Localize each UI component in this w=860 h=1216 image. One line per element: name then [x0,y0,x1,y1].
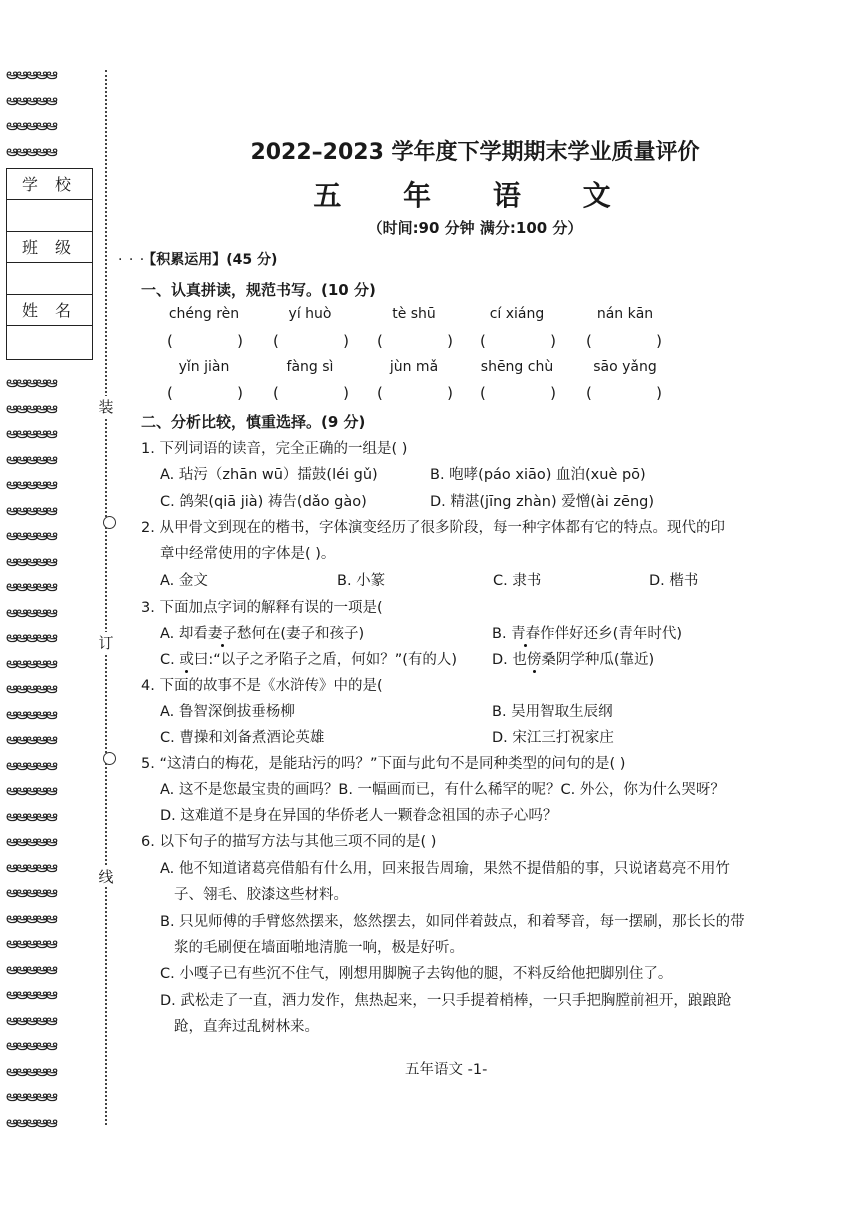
question-1-option-c[interactable]: C. 鸽架(qiā jià) 祷告(dǎo gào) [160,494,367,510]
open-paren: ( [273,384,279,402]
question-3-option-a[interactable] [160,622,364,643]
question-2-stem-line1: 2. 从甲骨文到现在的楷书，字体演变经历了很多阶段，每一种字体都有它的特点。现代的印 [141,520,725,536]
open-paren: ( [377,332,383,350]
close-paren: ) [343,332,349,350]
decorative-pattern-row: ఆఆఆఆఆ [6,526,56,544]
option-text: 曰:“以子之矛陷子之盾，何如？”(有的人) [193,652,458,668]
question-6-option-a-line2[interactable]: 子、翎毛、胶漆这些材料。 [174,887,348,903]
dotted-word: 妻子 [207,626,237,642]
question-1-stem: 1. 下列词语的读音，完全正确的一组是( ) [141,441,408,457]
decorative-pattern-row: ఆఆఆఆఆ [6,90,56,109]
close-paren: ) [237,384,243,402]
class-field[interactable] [7,263,92,295]
answer-blank[interactable] [167,384,243,402]
decorative-pattern-row: ఆఆఆఆఆ [6,959,56,978]
decorative-pattern-row: ఆఆఆఆఆ [6,475,56,493]
dotted-word: 傍 [526,652,542,668]
question-3-option-b[interactable] [492,622,682,643]
decorative-pattern-row: ఆఆఆఆఆ [6,577,56,595]
answer-row-1 [0,332,860,354]
decorative-pattern-row: ఆఆఆఆఆ [6,1010,56,1029]
option-text: D. 也 [492,652,527,668]
dotted-word: 或 [179,652,194,668]
pinyin-item: tè shū [392,306,436,322]
answer-blank[interactable] [377,384,453,402]
decorative-pattern-row: ఆఆఆఆఆ [6,1112,56,1131]
option-text: A. 却看 [160,626,208,642]
question-6-option-c[interactable]: C. 小嘎子已有些沉不住气，刚想用脚腕子去钩他的腿，不料反给他把脚别住了。 [160,966,673,982]
decorative-pattern-row: ఆఆఆఆఆ [6,806,56,825]
decorative-pattern-row: ఆఆఆఆఆ [6,500,56,519]
decorative-pattern-row: ఆఆఆఆఆ [6,730,56,748]
decorative-pattern-row: ఆఆఆఆఆ [6,1061,56,1080]
close-paren: ) [656,384,662,402]
open-paren: ( [480,332,486,350]
option-text: C. [160,652,180,668]
option-text: 愁何在(妻子和孩子) [236,626,365,642]
section-label-text: 【积累运用】(45 分) [149,252,278,268]
decorative-pattern-row: ఆఆఆఆఆ [6,373,56,391]
binding-hole-circle [103,516,116,529]
open-paren: ( [167,384,173,402]
question-2-option-b[interactable]: B. 小篆 [337,573,386,589]
decorative-pattern-row: ఆఆఆఆఆ [6,116,56,134]
question-2-option-c[interactable]: C. 隶书 [493,573,542,589]
decorative-pattern-row: ఆఆఆఆఆ [6,832,56,850]
option-text: 作伴好还乡(青年时代) [540,626,682,642]
answer-blank[interactable] [273,384,349,402]
pinyin-item: fàng sì [286,359,334,375]
close-paren: ) [237,332,243,350]
question-6-option-a-line1[interactable]: A. 他不知道诸葛亮借船有什么用，回来报告周瑜，果然不提借船的事，只说诸葛亮不用竹 [160,861,730,877]
pinyin-item: jùn mǎ [389,359,439,375]
question-5-option-d[interactable]: D. 这难道不是身在异国的华侨老人一颗眷念祖国的赤子心吗？ [160,808,558,824]
question-4-option-c[interactable]: C. 曹操和刘备煮酒论英雄 [160,730,325,746]
decorative-pattern-row: ఆఆఆఆఆ [6,934,56,952]
decorative-pattern-row: ఆఆఆఆఆ [6,1087,56,1105]
binding-cut-line [105,70,107,1125]
question-1-option-d[interactable]: D. 精湛(jīng zhàn) 爱憎(ài zēng) [430,494,655,510]
answer-blank[interactable] [480,384,556,402]
question-5-options-abc[interactable]: A. 这不是您最宝贵的画吗？B. 一幅画而已，有什么稀罕的呢？C. 外公，你为什么哭呀？ [160,782,725,798]
decorative-pattern-row: ఆఆఆఆఆ [6,755,56,774]
pinyin-item: nán kān [596,306,654,322]
question-6-option-d-line1[interactable]: D. 武松走了一直，酒力发作，焦热起来，一只手提着梢棒，一只手把胸膛前袒开，踉踉跄 [160,993,732,1009]
question-3-option-d[interactable] [492,648,654,669]
pinyin-item: shēng chù [480,359,554,375]
answer-row-2 [0,384,860,406]
decorative-pattern-row: ఆఆఆఆఆ [6,551,56,570]
page-footer: 五年语文 -1- [405,1062,488,1078]
binding-char-xian: 线 [96,866,116,887]
question-3-stem: 3. 下面加点字词的解释有误的一项是( [141,600,383,616]
pinyin-item: cí xiáng [489,306,545,322]
binding-char-ding: 订 [96,632,116,653]
sidebar-pattern-bottom [6,370,94,1135]
pinyin-row-2 [0,359,860,379]
question-3-option-c[interactable] [160,648,457,669]
question-2-stem-line2: 章中经常使用的字体是( )。 [160,546,336,562]
open-paren: ( [586,384,592,402]
decorative-pattern-row: ఆఆఆఆఆ [6,65,56,83]
exam-title: 2022–2023 学年度下学期期末学业质量评价 [250,140,700,165]
question-5-stem: 5. “这清白的梅花，是能玷污的吗？”下面与此句不是同种类型的问句的是( ) [141,756,626,772]
decorative-pattern-row: ఆఆఆఆఆ [6,781,56,799]
name-label: 姓 名 [7,295,92,326]
question-6-option-b-line2[interactable]: 浆的毛刷便在墙面啪地清脆一响，极是好听。 [174,940,464,956]
dotted-word: 青春 [511,626,541,642]
answer-blank[interactable] [586,384,662,402]
close-paren: ) [656,332,662,350]
question-4-option-a[interactable]: A. 鲁智深倒拔垂杨柳 [160,704,295,720]
decorative-pattern-row: ఆఆఆఆఆ [6,398,56,417]
answer-blank[interactable] [586,332,662,350]
close-paren: ) [550,384,556,402]
binding-hole-circle [103,752,116,765]
question-6-stem: 6. 以下句子的描写方法与其他三项不同的是( ) [141,834,437,850]
answer-blank[interactable] [377,332,453,350]
answer-blank[interactable] [480,332,556,350]
school-field[interactable] [7,200,92,232]
decorative-pattern-row: ఆఆఆఆఆ [6,424,56,442]
decorative-pattern-row: ఆఆఆఆఆ [6,602,56,621]
question-1-option-a[interactable]: A. 玷污（zhān wū）擂鼓(léi gǔ) [160,467,378,483]
question-2-option-a[interactable]: A. 金文 [160,573,208,589]
section-dots: · · · [118,252,146,268]
decorative-pattern-row: ఆఆఆఆఆ [6,704,56,723]
open-paren: ( [273,332,279,350]
part2-heading: 二、分析比较，慎重选择。(9 分) [141,413,366,431]
close-paren: ) [447,384,453,402]
decorative-pattern-row: ఆఆఆఆఆ [6,857,56,876]
decorative-pattern-row: ఆఆఆఆఆ [6,985,56,1003]
exam-subject: 五 年 语 文 [313,179,637,212]
option-text: B. [492,626,512,642]
pinyin-item: yǐn jiàn [178,359,230,375]
question-4-stem: 4. 下面的故事不是《水浒传》中的是( [141,678,383,694]
decorative-pattern-row: ఆఆఆఆఆ [6,449,56,468]
open-paren: ( [480,384,486,402]
question-2-option-d[interactable]: D. 楷书 [649,573,699,589]
decorative-pattern-row: ఆఆఆఆఆ [6,883,56,901]
decorative-pattern-row: ఆఆఆఆఆ [6,628,56,646]
pinyin-item: sāo yǎng [593,359,657,375]
question-4-option-b[interactable]: B. 吴用智取生辰纲 [492,704,613,720]
close-paren: ) [447,332,453,350]
open-paren: ( [167,332,173,350]
pinyin-item: chéng rèn [168,306,240,322]
answer-blank[interactable] [273,332,349,350]
decorative-pattern-row: ఆఆఆఆఆ [6,908,56,927]
pinyin-item: yí huò [288,306,332,322]
question-6-option-d-line2[interactable]: 跄，直奔过乱树林来。 [174,1019,319,1035]
answer-blank[interactable] [167,332,243,350]
decorative-pattern-row: ఆఆఆఆఆ [6,653,56,672]
decorative-pattern-row: ఆఆఆఆఆ [6,679,56,697]
option-text: 桑阴学种瓜(靠近) [541,652,655,668]
open-paren: ( [586,332,592,350]
pinyin-row-1 [0,306,860,326]
part1-heading: 一、认真拼读，规范书写。(10 分) [141,281,376,299]
sidebar-pattern-top [6,62,94,164]
school-label: 学 校 [7,169,92,200]
question-6-option-b-line1[interactable]: B. 只见师傅的手臂悠然摆来，悠然摆去，如同伴着鼓点，和着琴音，每一摆刷，那长长的带 [160,914,745,930]
exam-meta: （时间:90 分钟 满分:100 分） [367,219,583,237]
decorative-pattern-row: ఆఆఆఆఆ [6,1036,56,1054]
class-label: 班 级 [7,232,92,263]
close-paren: ) [343,384,349,402]
section-label [118,249,277,269]
question-4-option-d[interactable]: D. 宋江三打祝家庄 [492,730,614,746]
binding-char-zhuang: 装 [96,396,116,417]
question-1-option-b[interactable]: B. 咆哮(páo xiāo) 血泊(xuè pō) [430,467,646,483]
close-paren: ) [550,332,556,350]
decorative-pattern-row: ఆఆఆఆఆ [6,141,56,160]
open-paren: ( [377,384,383,402]
